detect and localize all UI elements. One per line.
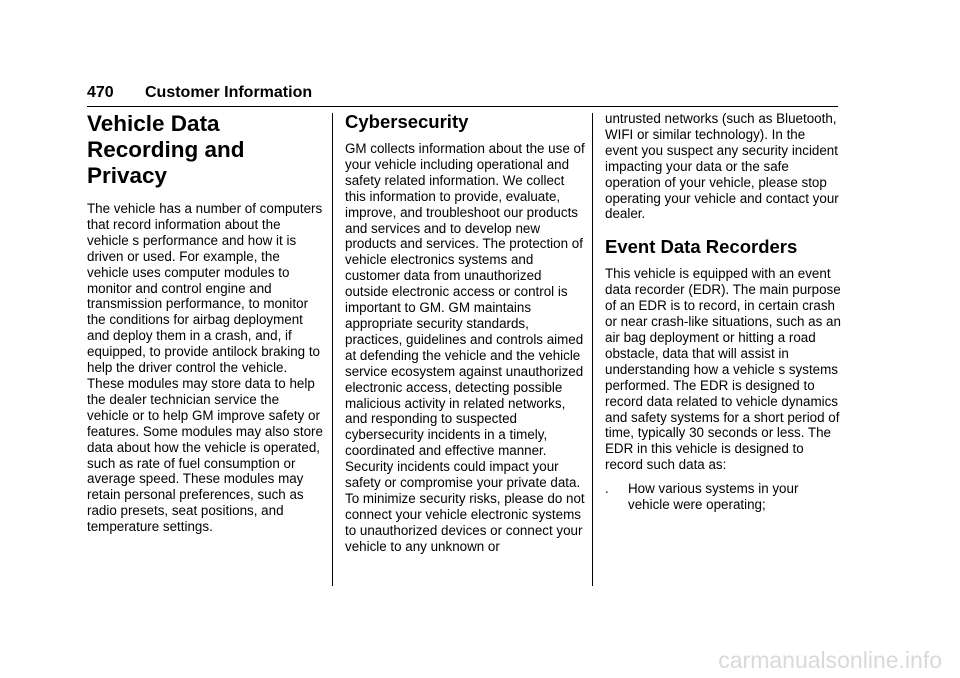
vehicle-data-body: The vehicle has a number of computers that record information about the vehicle s performance and how it is driven or used. For example, the vehicle uses computer modules to monitor and control engine and transmission performance, to monitor the conditions for airbag deployment and deploy them in a crash, and, if equipped, to provide antilock braking to help the driver control the vehicle. These modules may store data to help the dealer technician service the vehicle or to help GM improve safety or features. Some modules may also store data about how the vehicle is operated, such as rate of fuel consumption or average speed. These modules may retain personal preferences, such as radio presets, seat positions, and temperature settings.: [87, 201, 323, 535]
section-title: Customer Information: [145, 84, 313, 101]
column-vehicle-data: [87, 111, 323, 535]
cybersecurity-body: GM collects information about the use of your vehicle including operational and safety related information. We collect this information to provide, evaluate, improve, and troubleshoot our products and services and to develop new products and services. The protection of vehicle electronics systems and customer data from unauthorized outside electronic access or control is important to GM. GM maintains appropriate security standards, practices, guidelines and controls aimed at defending the vehicle and the vehicle service ecosystem against unauthorized electronic access, detecting possible malicious activity in related networks, and responding to suspected cybersecurity incidents in a timely, coordinated and effective manner. Security incidents could impact your safety or compromise your private data. To minimize security risks, please do not connect your vehicle electronic systems to unauthorized devices or connect your vehicle to any unknown or: [345, 141, 585, 554]
watermark: carmanualsonline.info: [718, 647, 942, 673]
event-data-recorders-title: Event Data Recorders: [605, 236, 798, 258]
column-cybersecurity: [345, 111, 585, 555]
list-item: [605, 481, 841, 513]
event-data-recorders-body: This vehicle is equipped with an event data recorder (EDR). The main purpose of an EDR is to record, in certain crash or near crash-like situations, such as an air bag deployment or hitting a road obstacle, data that will assist in understanding how a vehicle s systems performed. The EDR is designed to record data related to vehicle dynamics and safety systems for a short period of time, typically 30 seconds or less. The EDR in this vehicle is designed to record such data as:: [605, 266, 841, 473]
page-header: [87, 82, 838, 107]
bullet-marker: .: [605, 481, 609, 497]
page-number: 470: [87, 84, 114, 101]
title-line: Vehicle Data: [87, 111, 220, 136]
title-line: Recording and: [87, 137, 245, 162]
cybersecurity-title: Cybersecurity: [345, 111, 469, 132]
cybersecurity-continuation: untrusted networks (such as Bluetooth, WIFI or similar technology). In the event you suspect any security incident impacting your data or the safe operation of your vehicle, please stop operating your vehicle and contact your dealer.: [605, 111, 839, 222]
bullet-text: How various systems in your vehicle were operating;: [628, 481, 799, 513]
column-event-data-recorders: [605, 111, 841, 513]
column-divider: [332, 113, 333, 586]
column-divider: [592, 113, 593, 586]
vehicle-data-title: [87, 111, 323, 189]
title-line: Privacy: [87, 163, 168, 188]
